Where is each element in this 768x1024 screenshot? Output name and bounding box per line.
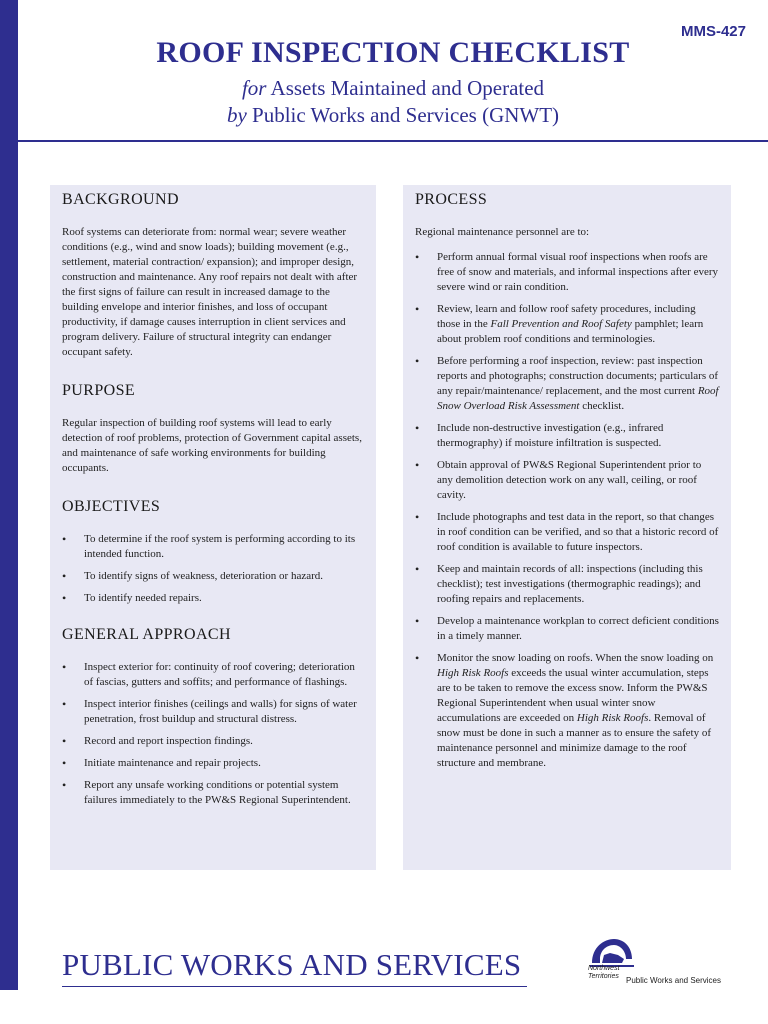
list-item	[415, 250, 719, 295]
list-item: • Record and report inspection findings.	[62, 734, 364, 749]
item-italic: High Risk Roofs	[576, 712, 649, 724]
subtitle-2-prefix: by	[226, 103, 247, 127]
form-code: MMS-427	[680, 23, 746, 40]
item-text: Include photographs and test data in the report, so that changes in roof condition can be verified, and so that a historic record of roof condition is available to future inspectors.	[437, 511, 719, 553]
list-item	[415, 302, 719, 347]
subtitle-1-prefix: for	[241, 76, 267, 100]
item-text: pamphlet; learn about problem roof conditions and terminologies.	[437, 318, 704, 345]
list-item: • Inspect exterior for: continuity of roof covering; deterioration of fascias, gutters and soffits; and performance of flashings.	[62, 660, 364, 690]
objectives-heading: OBJECTIVES	[62, 498, 161, 515]
item-text: exceeds the usual winter accumulation, steps are to be taken to remove the excess snow. Inform the PW&S Regional Superintendent when usual winter snow accumulations are exceeded on	[437, 667, 709, 724]
list-item	[415, 651, 719, 771]
right-panel	[403, 185, 731, 870]
polar-bear-icon	[588, 935, 636, 969]
header-divider	[18, 140, 768, 142]
list-item: • Initiate maintenance and repair projects.	[62, 756, 364, 771]
item-text: Perform annual formal visual roof inspections when roofs are free of snow and materials, and informal inspections after every severe wind or rain condition.	[437, 251, 719, 293]
item-italic: Roof Snow Overload Risk Assessment	[437, 385, 719, 412]
item-text: Before performing a roof inspection, review: past inspection reports and photographs; construction documents; particulars of any repair/maintenance/ replacement, and the most current	[437, 355, 719, 397]
item-text: Include non-destructive investigation (e.g., infrared thermography) if moisture infiltration is suspected.	[437, 422, 664, 449]
item-italic: Fall Prevention and Roof Safety	[490, 318, 632, 330]
list-item	[415, 510, 719, 555]
gnwt-logo	[580, 935, 740, 995]
item-text: Review, learn and follow roof safety procedures, including those in the	[437, 303, 696, 330]
item-text: checklist.	[579, 400, 625, 412]
process-list	[415, 250, 719, 771]
footer-divider	[62, 986, 527, 987]
logo-line-1: Northwest	[588, 965, 620, 972]
item-italic: High Risk Roofs	[437, 667, 509, 679]
list-item: • To identify needed repairs.	[62, 591, 364, 606]
subtitle-1-text: Assets Maintained and Operated	[270, 76, 545, 100]
list-item: • To determine if the roof system is performing according to its intended function.	[62, 532, 364, 562]
logo-line-2: Territories	[588, 973, 619, 980]
purpose-heading: PURPOSE	[62, 382, 136, 399]
left-accent-bar	[0, 0, 18, 990]
subtitle-2-text: Public Works and Services (GNWT)	[252, 103, 560, 127]
page-title: ROOF INSPECTION CHECKLIST	[156, 36, 630, 69]
list-item	[415, 614, 719, 644]
process-heading: PROCESS	[415, 191, 488, 208]
general-approach-heading: GENERAL APPROACH	[62, 626, 231, 643]
item-text: Monitor the snow loading on roofs. When the snow loading on	[437, 652, 714, 664]
list-item: • Inspect interior finishes (ceilings and walls) for signs of water penetration, frost buildup and structural distress.	[62, 697, 364, 727]
footer-title: PUBLIC WORKS AND SERVICES	[62, 947, 522, 982]
subtitle-line-1	[18, 76, 768, 101]
background-text: Roof systems can deteriorate from: normal wear; severe weather conditions (e.g., wind and snow loads); building movement (e.g., settlement, material contraction/ expansion); and improper design, construction and maintenance. Any roof repairs not dealt with after the first signs of failure can result in increased damage to the building envelope and interior finishes, and loss of occupant productivity, if damage causes interruption in client services and program delivery. Failure of structural integrity can endanger occupant safety.	[62, 226, 358, 358]
subtitle-line-2	[18, 103, 768, 128]
list-item	[415, 421, 719, 451]
general-approach-list	[62, 660, 364, 808]
item-text: . Removal of snow must be done in such a manner as to ensure the safety of maintenance personnel and minimize damage to the roof structure and membrane.	[437, 712, 712, 769]
list-item	[415, 354, 719, 414]
objectives-list	[62, 532, 364, 606]
list-item	[415, 562, 719, 607]
logo-text	[588, 965, 628, 981]
item-text: Obtain approval of PW&S Regional Superintendent prior to any demolition detection work on any wall, ceiling, or roof cavity.	[437, 459, 702, 501]
left-panel	[50, 185, 376, 870]
list-item: • To identify signs of weakness, deterioration or hazard.	[62, 569, 364, 584]
item-text: Develop a maintenance workplan to correct deficient conditions in a timely manner.	[437, 615, 719, 642]
purpose-text: Regular inspection of building roof systems will lead to early detection of roof problems, protection of Government capital assets, and maintenance of safe working environments for building occupants.	[62, 417, 362, 474]
list-item	[415, 458, 719, 503]
item-text: Keep and maintain records of all: inspections (including this checklist); test investigations (thermographic readings); and roofing repairs and replacements.	[437, 563, 703, 605]
department-name: Public Works and Services	[626, 976, 721, 985]
process-intro: Regional maintenance personnel are to:	[415, 226, 590, 238]
background-heading: BACKGROUND	[62, 191, 179, 208]
list-item: • Report any unsafe working conditions or potential system failures immediately to the PW&S Regional Superintendent.	[62, 778, 364, 808]
